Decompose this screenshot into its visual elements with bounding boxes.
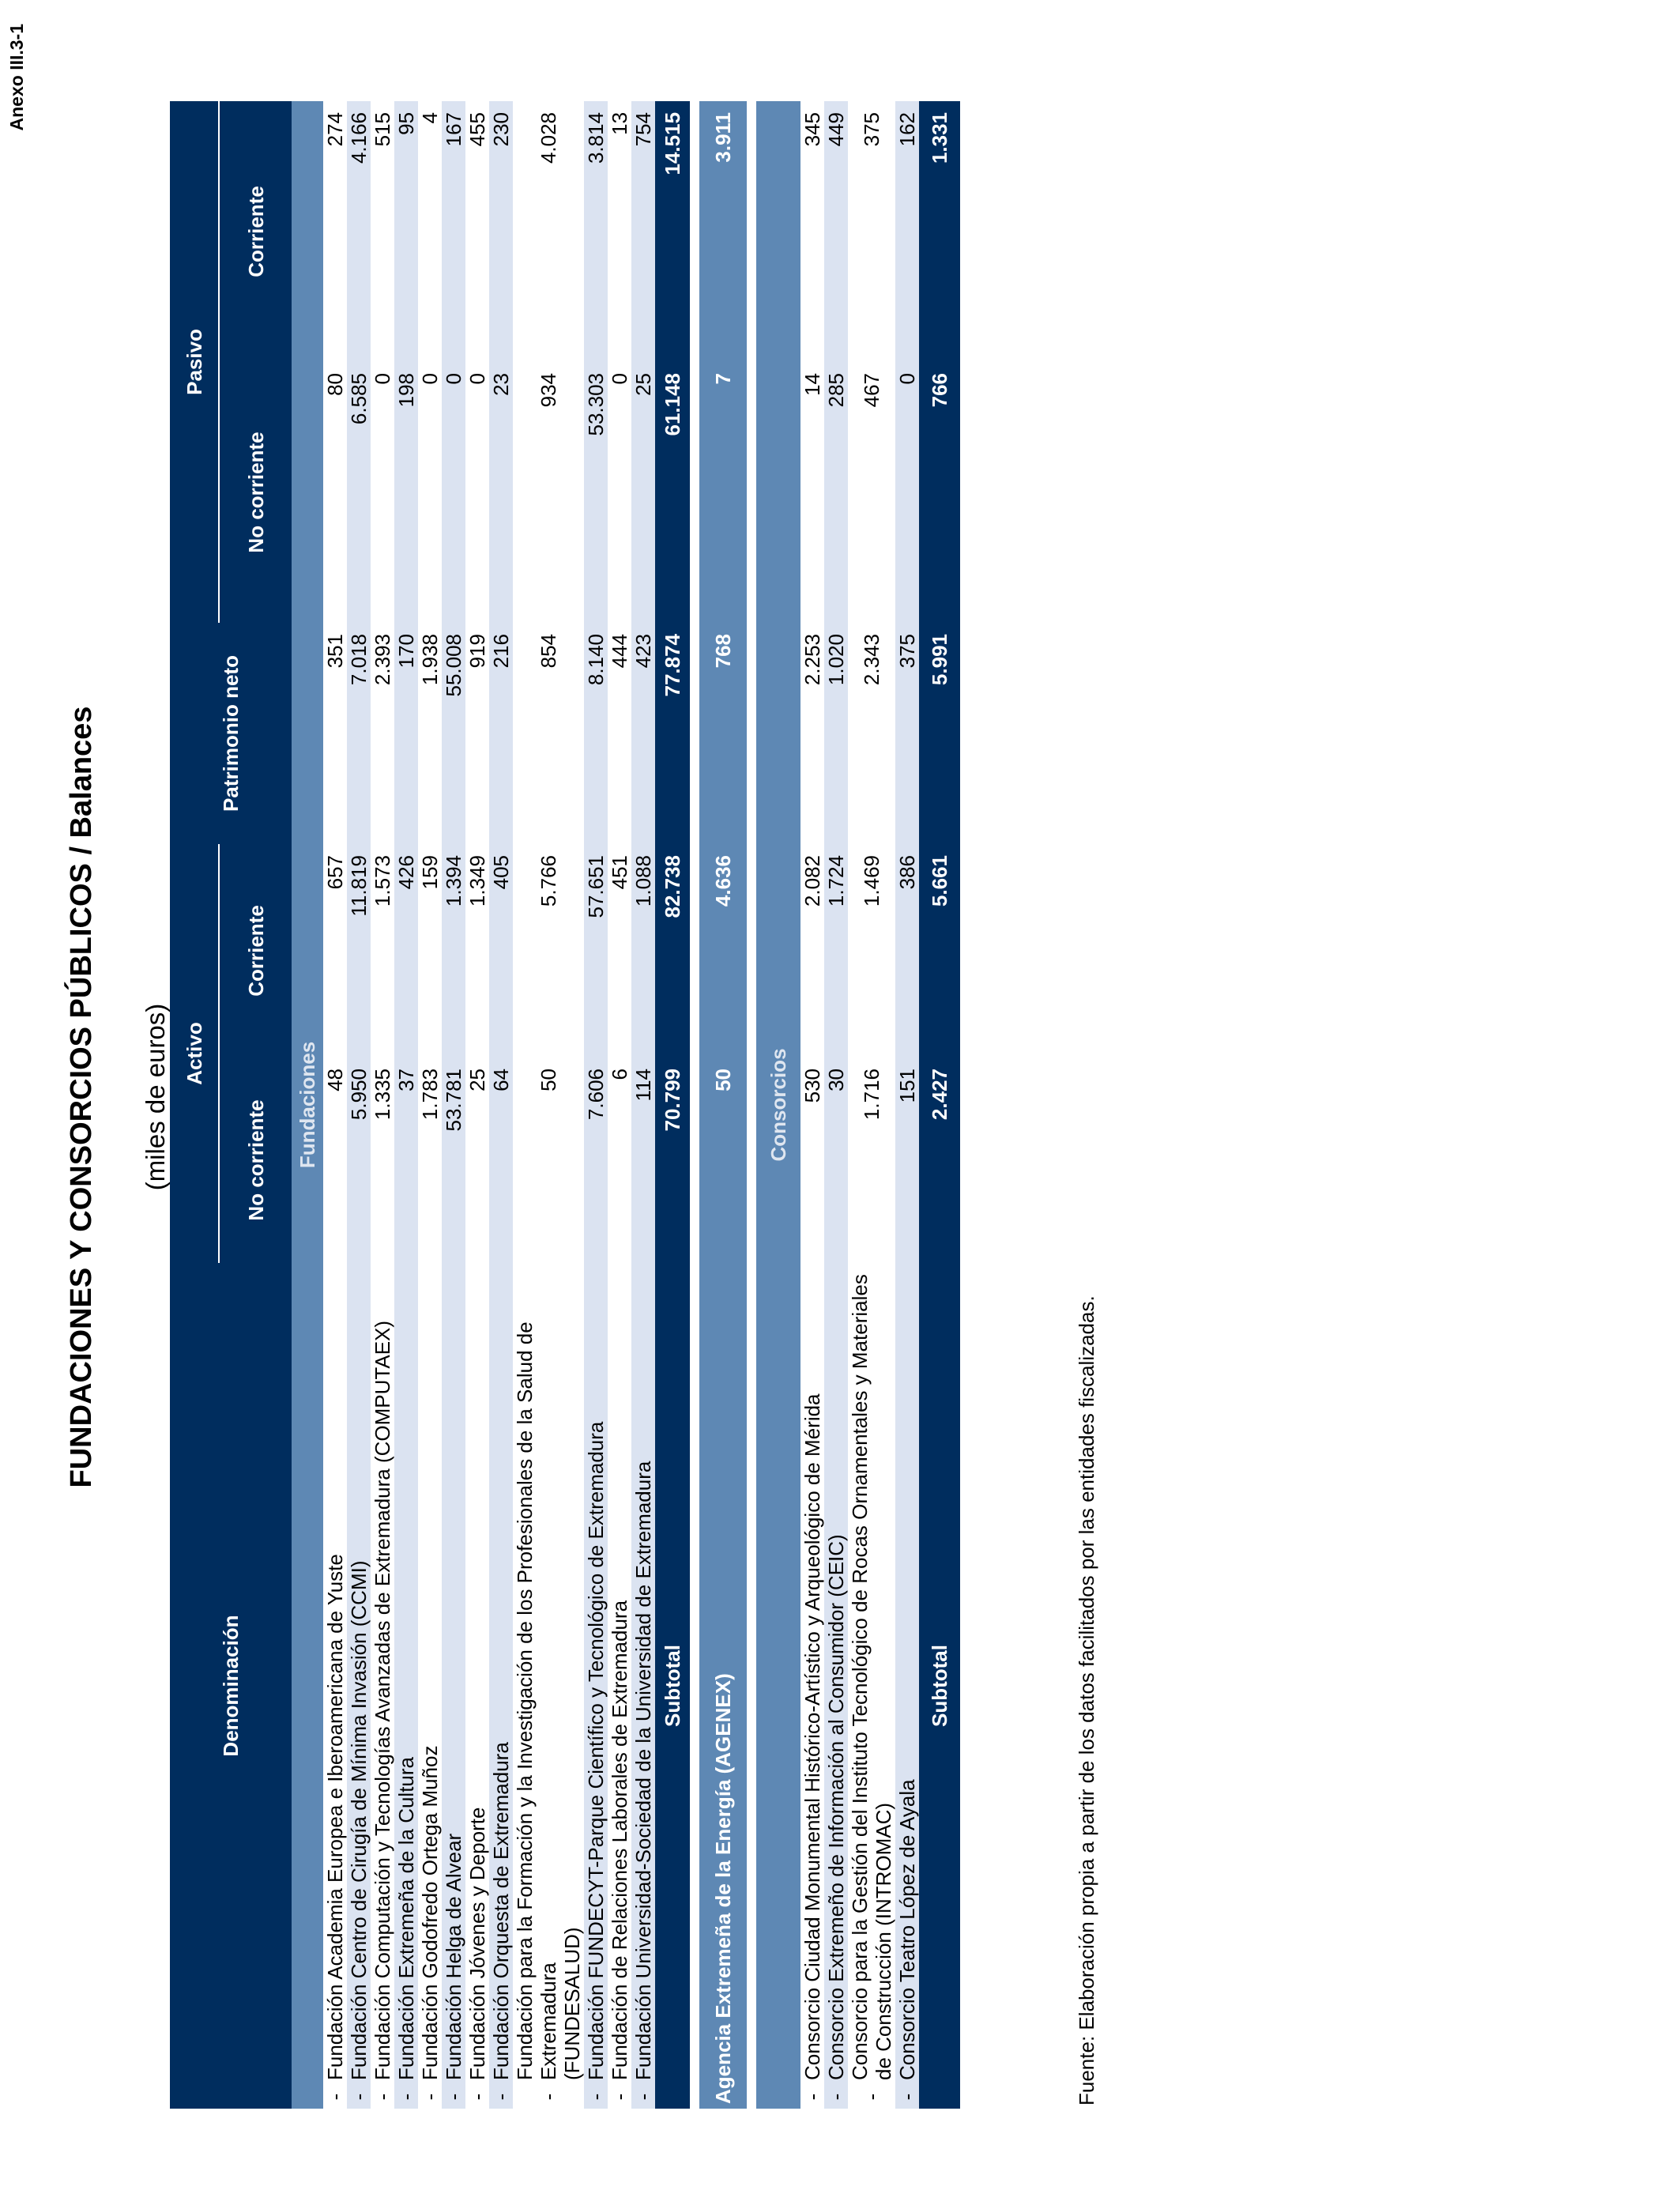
row-pasivo-no-corriente: 467 (848, 362, 895, 623)
subtotal-pasivo-corriente: 1.331 (919, 101, 960, 362)
row-activo-no-corriente: 530 (800, 1057, 824, 1263)
subtotal-label: Subtotal (655, 1263, 690, 2109)
row-patrimonio-neto: 216 (489, 623, 513, 844)
table-row (347, 101, 371, 2109)
table-row (608, 101, 631, 2109)
row-activo-corriente: 1.573 (371, 844, 394, 1057)
row-activo-corriente: 451 (608, 844, 631, 1057)
row-bullet: - (371, 2085, 394, 2109)
row-name-line1: Fundación Orquesta de Extremadura (489, 1742, 513, 2080)
row-name (608, 1263, 631, 2085)
row-bullet: - (824, 2085, 848, 2109)
row-activo-corriente: 1.349 (465, 844, 489, 1057)
row-bullet: - (323, 2085, 347, 2109)
row-bullet: - (895, 2085, 919, 2109)
row-name-line1: Fundación Helga de Alvear (442, 1833, 465, 2080)
row-activo-corriente: 11.819 (347, 844, 371, 1057)
row-activo-no-corriente: 64 (489, 1057, 513, 1263)
row-name-line1: Fundación Godofredo Ortega Muñoz (418, 1745, 442, 2080)
row-name (465, 1263, 489, 2085)
row-name (848, 1263, 895, 2085)
row-name-line1: Fundación Extremeña de la Cultura (394, 1756, 418, 2080)
row-pasivo-corriente: 162 (895, 101, 919, 362)
row-pasivo-corriente: 274 (323, 101, 347, 362)
header-activo: Activo (170, 844, 219, 1263)
row-pasivo-no-corriente: 14 (800, 362, 824, 623)
row-name (824, 1263, 848, 2085)
table-row (323, 101, 347, 2109)
header-activo-corriente: Corriente (219, 844, 292, 1057)
row-bullet: - (608, 2085, 631, 2109)
section-consorcios (756, 101, 800, 2109)
row-patrimonio-neto: 2.343 (848, 623, 895, 844)
agenex-patrimonio-neto: 768 (699, 623, 747, 844)
row-name (394, 1263, 418, 2085)
row-pasivo-no-corriente: 0 (465, 362, 489, 623)
row-name (371, 1263, 394, 2085)
row-bullet: - (848, 2085, 895, 2109)
row-pasivo-corriente: 4.028 (513, 101, 584, 362)
table-row (442, 101, 465, 2109)
row-patrimonio-neto: 7.018 (347, 623, 371, 844)
row-pasivo-corriente: 95 (394, 101, 418, 362)
row-bullet: - (394, 2085, 418, 2109)
header-patrimonio-neto: Patrimonio neto (170, 623, 292, 844)
table-row (848, 101, 895, 2109)
row-bullet: - (442, 2085, 465, 2109)
subtotal-activo-no-corriente: 70.799 (655, 1057, 690, 1263)
table-row (489, 101, 513, 2109)
row-activo-no-corriente: 1.716 (848, 1057, 895, 1263)
agenex-name: Agencia Extremeña de la Energía (AGENEX) (699, 1263, 747, 2109)
row-activo-no-corriente: 30 (824, 1057, 848, 1263)
row-pasivo-corriente: 345 (800, 101, 824, 362)
row-pasivo-no-corriente: 934 (513, 362, 584, 623)
row-pasivo-no-corriente: 0 (608, 362, 631, 623)
row-name (323, 1263, 347, 2085)
row-name (489, 1263, 513, 2085)
row-name-line2: (FUNDESALUD) (560, 1927, 584, 2080)
row-name-line1: Fundación Computación y Tecnologías Avanzadas de Extremadura (COMPUTAEX) (371, 1320, 394, 2080)
table-row (418, 101, 442, 2109)
subtotal-pasivo-no-corriente: 61.148 (655, 362, 690, 623)
row-activo-no-corriente: 50 (513, 1057, 584, 1263)
agenex-row (699, 101, 747, 2109)
table-row (513, 101, 584, 2109)
agenex-pasivo-no-corriente: 7 (699, 362, 747, 623)
row-name-line1: Fundación Academia Europea e Iberoamericana de Yuste (323, 1554, 347, 2080)
row-pasivo-no-corriente: 0 (371, 362, 394, 623)
row-activo-no-corriente: 6 (608, 1057, 631, 1263)
table-row (584, 101, 608, 2109)
row-activo-corriente: 426 (394, 844, 418, 1057)
row-name (442, 1263, 465, 2085)
row-activo-corriente: 657 (323, 844, 347, 1057)
row-name-line1: Consorcio Ciudad Monumental Histórico-Artístico y Arqueológico de Mérida (800, 1393, 824, 2080)
source-note: Fuente: Elaboración propia a partir de los datos facilitados por las entidades fiscalizadas. (1075, 1295, 1098, 2105)
row-pasivo-corriente: 3.814 (584, 101, 608, 362)
row-patrimonio-neto: 444 (608, 623, 631, 844)
agenex-activo-no-corriente: 50 (699, 1057, 747, 1263)
row-name (513, 1263, 584, 2085)
row-activo-corriente: 1.088 (631, 844, 655, 1057)
row-bullet: - (465, 2085, 489, 2109)
row-name (631, 1263, 655, 2085)
row-patrimonio-neto: 375 (895, 623, 919, 844)
row-bullet: - (489, 2085, 513, 2109)
row-pasivo-corriente: 167 (442, 101, 465, 362)
row-pasivo-no-corriente: 53.303 (584, 362, 608, 623)
row-pasivo-no-corriente: 285 (824, 362, 848, 623)
agenex-pasivo-corriente: 3.911 (699, 101, 747, 362)
row-bullet: - (418, 2085, 442, 2109)
row-bullet: - (800, 2085, 824, 2109)
row-name-line1: Fundación para la Formación y la Investigación de los Profesionales de la Salud de Extremadura (513, 1321, 560, 2080)
row-patrimonio-neto: 423 (631, 623, 655, 844)
balances-table (170, 101, 960, 2109)
row-pasivo-corriente: 375 (848, 101, 895, 362)
subtotal-patrimonio-neto: 5.991 (919, 623, 960, 844)
row-pasivo-corriente: 515 (371, 101, 394, 362)
row-pasivo-corriente: 449 (824, 101, 848, 362)
row-pasivo-no-corriente: 198 (394, 362, 418, 623)
row-pasivo-no-corriente: 0 (895, 362, 919, 623)
row-name-line1: Fundación de Relaciones Laborales de Extremadura (608, 1600, 631, 2080)
row-name (418, 1263, 442, 2085)
row-patrimonio-neto: 2.253 (800, 623, 824, 844)
header-pasivo: Pasivo (170, 101, 219, 623)
subtotal-pasivo-no-corriente: 766 (919, 362, 960, 623)
row-patrimonio-neto: 1.938 (418, 623, 442, 844)
subtotal-label: Subtotal (919, 1263, 960, 2109)
row-activo-corriente: 405 (489, 844, 513, 1057)
row-name-line2: de Construcción (INTROMAC) (872, 1802, 895, 2080)
spacer-row (747, 101, 756, 2109)
balances-table-wrapper (170, 101, 960, 2109)
section-fundaciones (292, 101, 323, 2109)
table-row (371, 101, 394, 2109)
row-name-line1: Fundación Jóvenes y Deporte (465, 1807, 489, 2080)
row-name-line1: Fundación Centro de Cirugía de Mínima Invasión (CCMI) (347, 1560, 371, 2080)
row-pasivo-corriente: 4 (418, 101, 442, 362)
row-name (347, 1263, 371, 2085)
row-bullet: - (347, 2085, 371, 2109)
row-activo-corriente: 5.766 (513, 844, 584, 1057)
row-patrimonio-neto: 55.008 (442, 623, 465, 844)
section-label: Consorcios (756, 101, 800, 2109)
table-body (292, 101, 960, 2109)
row-pasivo-corriente: 4.166 (347, 101, 371, 362)
header-pasivo-no-corriente: No corriente (219, 362, 292, 623)
row-name-line1: Consorcio para la Gestión del Instituto Tecnológico de Rocas Ornamentales y Materiales (848, 1274, 872, 2080)
row-pasivo-no-corriente: 23 (489, 362, 513, 623)
row-name-line1: Consorcio Teatro López de Ayala (895, 1779, 919, 2080)
row-activo-corriente: 386 (895, 844, 919, 1057)
row-name-line1: Consorcio Extremeño de Información al Consumidor (CEIC) (824, 1534, 848, 2080)
subtotal-activo-no-corriente: 2.427 (919, 1057, 960, 1263)
row-activo-no-corriente: 37 (394, 1057, 418, 1263)
row-name (584, 1263, 608, 2085)
row-pasivo-no-corriente: 0 (442, 362, 465, 623)
subtotal-activo-corriente: 5.661 (919, 844, 960, 1057)
row-patrimonio-neto: 919 (465, 623, 489, 844)
table-row (465, 101, 489, 2109)
header-denominacion: Denominación (170, 1263, 292, 2109)
page-subtitle: (miles de euros) (141, 1003, 170, 1191)
row-activo-no-corriente: 151 (895, 1057, 919, 1263)
row-activo-no-corriente: 5.950 (347, 1057, 371, 1263)
header-activo-no-corriente: No corriente (219, 1057, 292, 1263)
spacer-row (690, 101, 699, 2109)
table-row (895, 101, 919, 2109)
row-pasivo-corriente: 754 (631, 101, 655, 362)
row-patrimonio-neto: 8.140 (584, 623, 608, 844)
row-activo-no-corriente: 1.335 (371, 1057, 394, 1263)
row-patrimonio-neto: 854 (513, 623, 584, 844)
row-pasivo-corriente: 13 (608, 101, 631, 362)
table-row (631, 101, 655, 2109)
table-row (800, 101, 824, 2109)
row-name-line1: Fundación FUNDECYT-Parque Científico y Tecnológico de Extremadura (584, 1421, 608, 2080)
annex-label: Anexo III.3-1 (6, 24, 27, 131)
row-activo-corriente: 1.394 (442, 844, 465, 1057)
row-bullet: - (631, 2085, 655, 2109)
consorcios-subtotal-row (919, 101, 960, 2109)
row-pasivo-corriente: 455 (465, 101, 489, 362)
row-activo-corriente: 1.724 (824, 844, 848, 1057)
subtotal-pasivo-corriente: 14.515 (655, 101, 690, 362)
row-patrimonio-neto: 2.393 (371, 623, 394, 844)
fundaciones-subtotal-row (655, 101, 690, 2109)
row-pasivo-corriente: 230 (489, 101, 513, 362)
row-pasivo-no-corriente: 80 (323, 362, 347, 623)
row-activo-no-corriente: 1.783 (418, 1057, 442, 1263)
header-pasivo-corriente: Corriente (219, 101, 292, 362)
row-activo-no-corriente: 114 (631, 1057, 655, 1263)
row-pasivo-no-corriente: 25 (631, 362, 655, 623)
row-name (800, 1263, 824, 2085)
row-activo-no-corriente: 7.606 (584, 1057, 608, 1263)
row-patrimonio-neto: 170 (394, 623, 418, 844)
row-activo-no-corriente: 53.781 (442, 1057, 465, 1263)
row-activo-corriente: 1.469 (848, 844, 895, 1057)
subtotal-patrimonio-neto: 77.874 (655, 623, 690, 844)
table-row (394, 101, 418, 2109)
row-activo-corriente: 57.651 (584, 844, 608, 1057)
row-bullet: - (513, 2085, 584, 2109)
subtotal-activo-corriente: 82.738 (655, 844, 690, 1057)
agenex-activo-corriente: 4.636 (699, 844, 747, 1057)
row-name (895, 1263, 919, 2085)
row-pasivo-no-corriente: 0 (418, 362, 442, 623)
row-name-line1: Fundación Universidad-Sociedad de la Universidad de Extremadura (631, 1461, 655, 2080)
page-title: FUNDACIONES Y CONSORCIOS PÚBLICOS / Balances (65, 706, 98, 1488)
row-activo-no-corriente: 48 (323, 1057, 347, 1263)
row-activo-corriente: 159 (418, 844, 442, 1057)
table-row (824, 101, 848, 2109)
row-patrimonio-neto: 351 (323, 623, 347, 844)
row-activo-no-corriente: 25 (465, 1057, 489, 1263)
row-activo-corriente: 2.082 (800, 844, 824, 1057)
row-pasivo-no-corriente: 6.585 (347, 362, 371, 623)
row-bullet: - (584, 2085, 608, 2109)
row-patrimonio-neto: 1.020 (824, 623, 848, 844)
section-label: Fundaciones (292, 101, 323, 2109)
